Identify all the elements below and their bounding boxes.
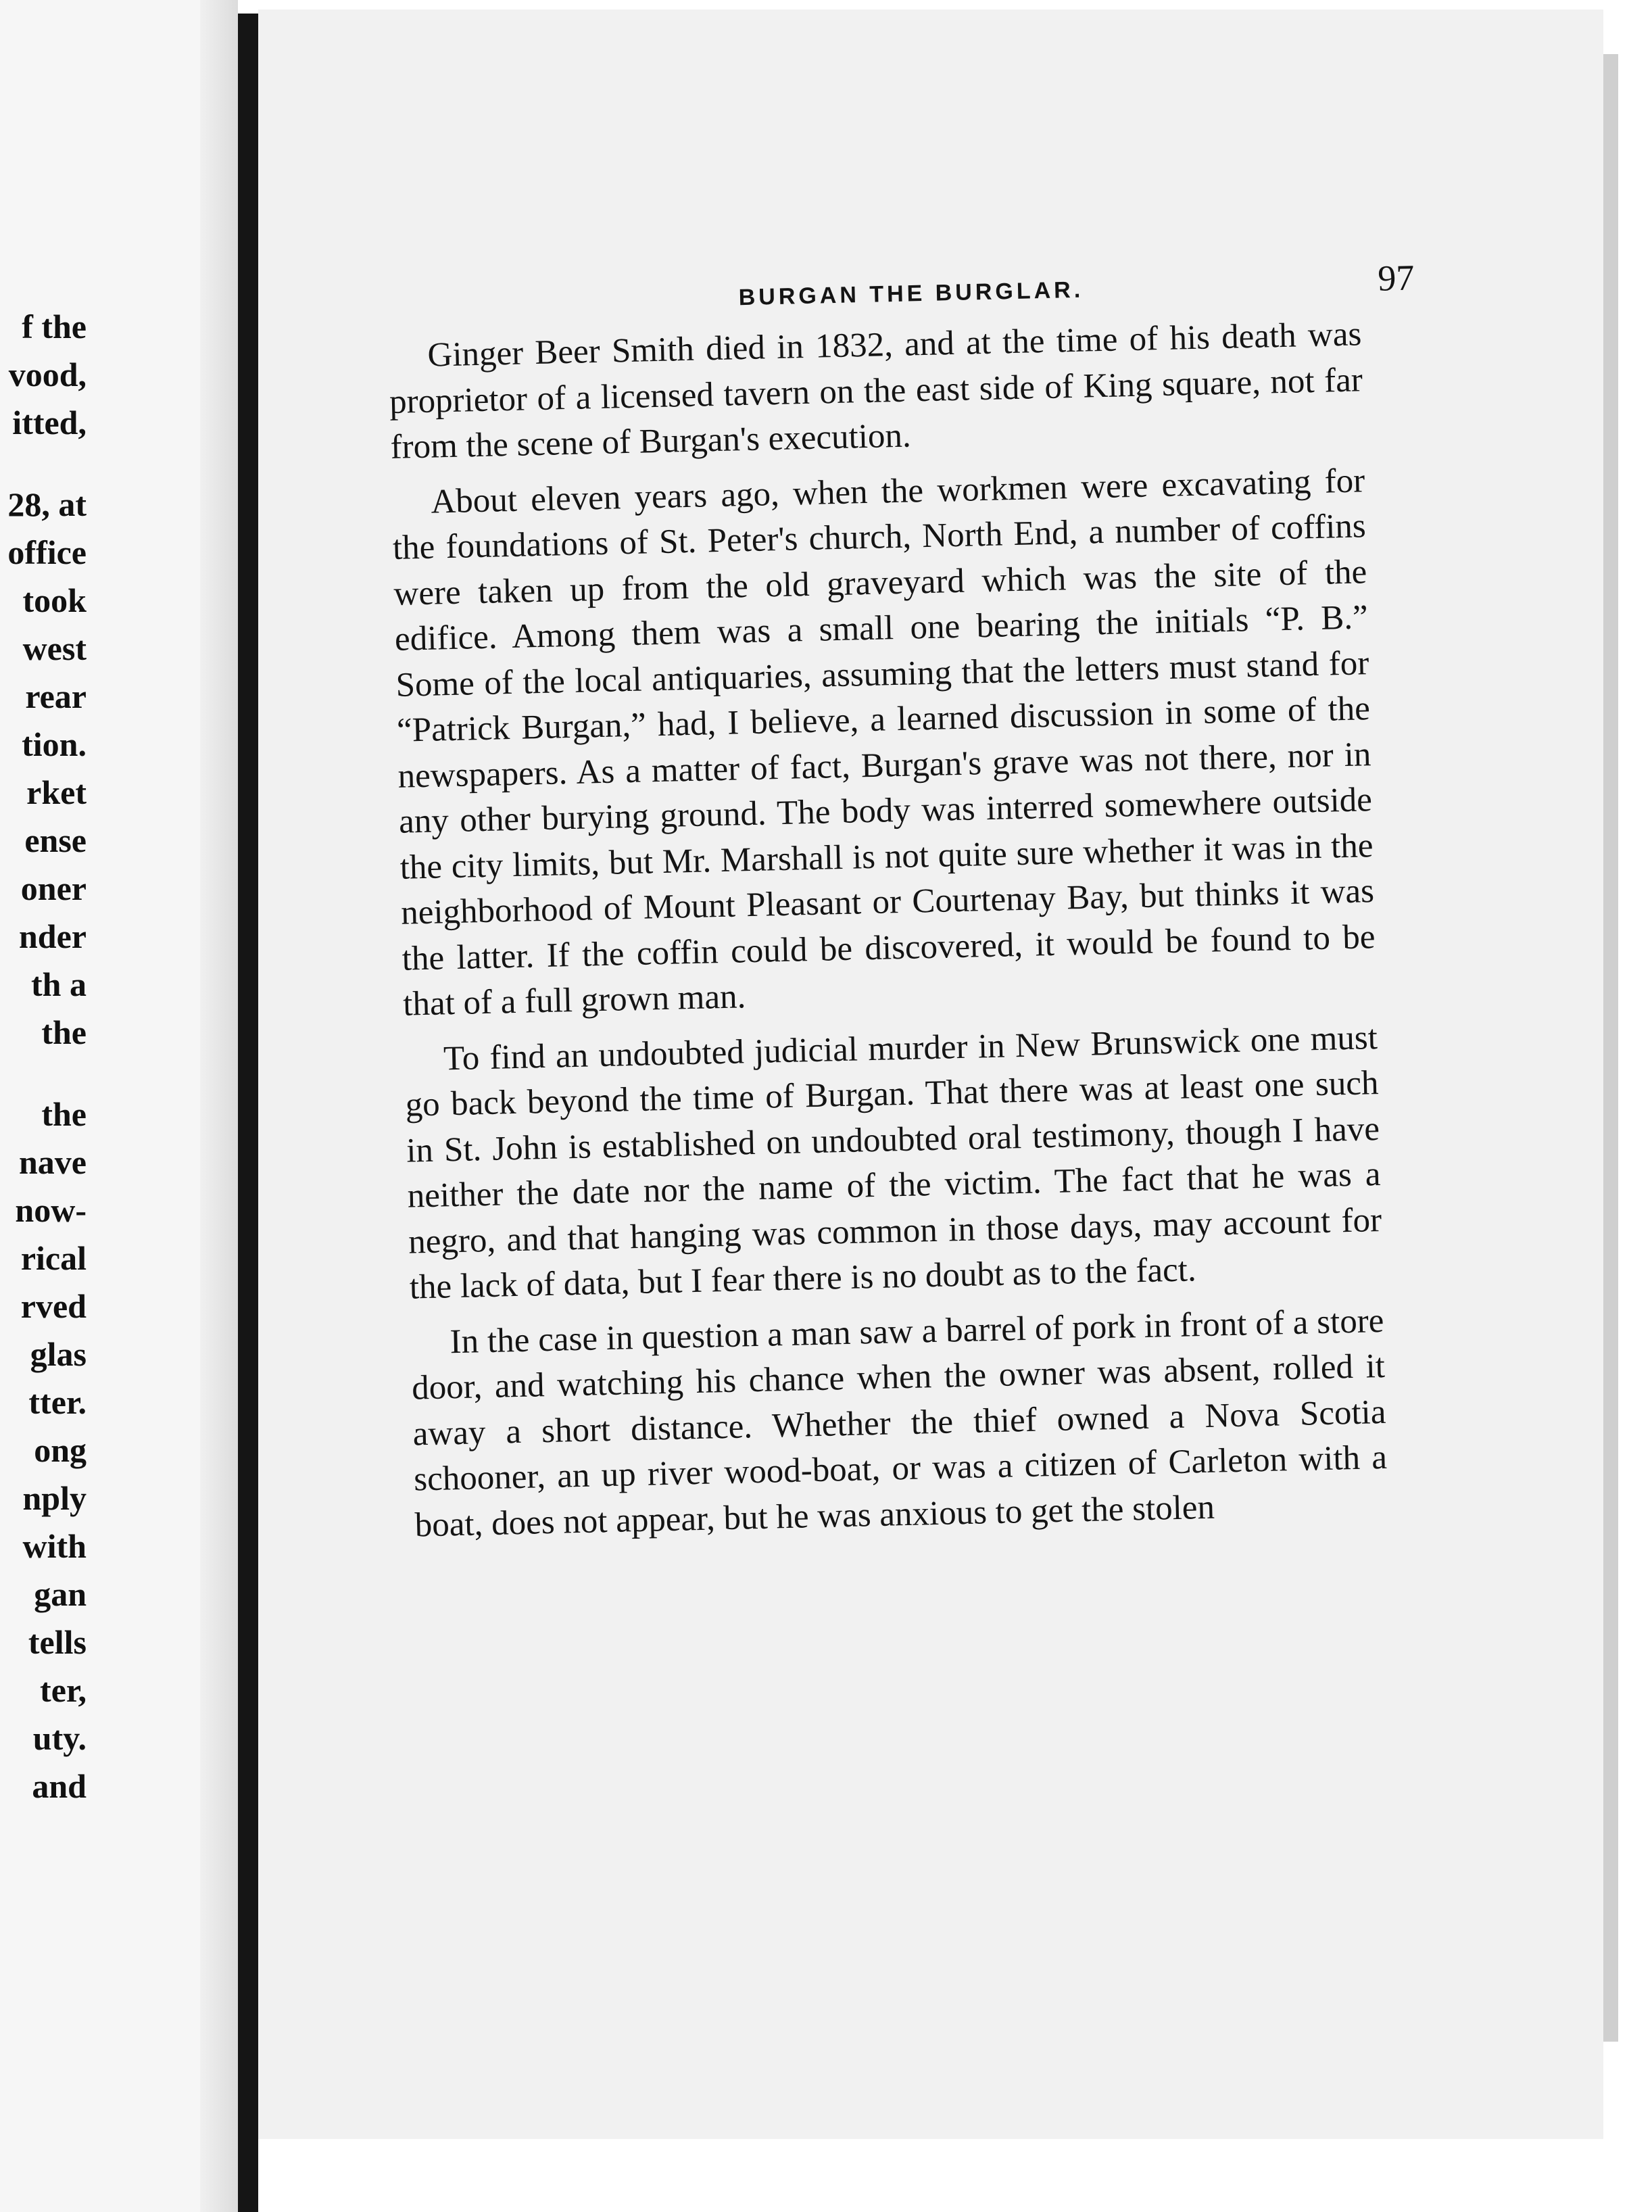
facing-page-fragment: nder (19, 917, 87, 955)
fragment-gap (0, 1057, 87, 1090)
facing-page-fragment: itted, (12, 404, 87, 441)
paragraph-1: Ginger Beer Smith died in 1832, and at the time of his death was proprietor of a licensed tavern on the east side of King square, not far from the scene of Burgan's execution. (389, 315, 1363, 466)
facing-page-fragment: tion. (22, 725, 87, 763)
paragraph-3: To find an undoubted judicial murder in New Brunswick one must go back beyond the time of Burgan. That there was at least one such in St. John is established on undoubted oral testimony, though I have neither the date nor the name of the victim. The fact that he was a negro, and that hanging was common in those days, may account for the lack of data, but I fear there is no doubt as to the fact. (405, 1018, 1382, 1307)
page-number: 97 (1377, 257, 1415, 299)
page-text-block (387, 257, 1415, 1558)
facing-page-fragment: tells (28, 1623, 87, 1661)
facing-page-fragment: the (41, 1095, 87, 1133)
facing-page-fragment: tter. (28, 1383, 87, 1421)
facing-page-fragment: th a (31, 965, 87, 1003)
facing-page-fragment: rear (25, 677, 87, 715)
facing-page-fragment: with (22, 1527, 87, 1565)
facing-page-fragment: nply (22, 1479, 87, 1517)
book-page (258, 9, 1603, 2139)
book-spine-gutter (238, 14, 258, 2212)
gutter-shadow (200, 0, 238, 2212)
facing-page-fragment: ter, (40, 1671, 87, 1709)
facing-page-fragment: rket (26, 773, 87, 811)
facing-page-fragment: rical (20, 1239, 87, 1277)
facing-page-fragment: west (22, 629, 87, 667)
facing-page-fragment: nave (19, 1143, 87, 1181)
facing-page-fragment: took (22, 581, 87, 619)
facing-page-fragment: 28, at (7, 485, 87, 523)
facing-page-fragment: uty. (32, 1719, 87, 1757)
facing-page-fragment: vood, (8, 356, 87, 393)
facing-page-fragment: f the (22, 308, 87, 345)
facing-page-left (0, 0, 200, 2212)
facing-page-fragment: ense (24, 821, 87, 859)
running-title: BURGAN THE BURGLAR. (738, 276, 1084, 311)
paragraph-2: About eleven years ago, when the workmen were excavating for the foundations of St. Peter's church, North End, a number of coffins were taken up from the old graveyard which was the site of the edifice. Among them was a small one bearing the initials “P. B.” Some of the local antiquaries, assuming that the letters must stand for “Patrick Burgan,” had, I believe, a learned discussion in some of the newspapers. As a matter of fact, Burgan's grave was not there, nor in any other burying ground. The body was interred somewhere outside the city limits, but Mr. Marshall is not quite sure whether it was in the neighborhood of Mount Pleasant or Courtenay Bay, but thinks it was the latter. If the coffin could be discovered, it would be found to be that of a full grown man. (392, 461, 1376, 1024)
facing-page-fragment: rved (20, 1287, 87, 1325)
facing-page-fragment: and (32, 1767, 87, 1805)
facing-page-text-fragments (0, 303, 87, 1810)
facing-page-fragment: oner (20, 869, 87, 907)
fragment-gap (0, 447, 87, 481)
facing-page-fragment: office (7, 533, 87, 571)
facing-page-fragment: now- (15, 1191, 87, 1229)
facing-page-fragment: the (41, 1013, 87, 1051)
facing-page-fragment: gan (34, 1575, 87, 1613)
facing-page-fragment: ong (34, 1431, 87, 1469)
page-edge-shadow (1603, 54, 1618, 2042)
facing-page-fragment: glas (30, 1335, 87, 1373)
paragraph-4: In the case in question a man saw a barrel of pork in front of a store door, and watching his chance when the owner was absent, rolled it away a short distance. Whether the thief owned a Nova Scotia schooner, an up river wood-boat, or was a citizen of Carleton with a boat, does not appear, but he was anxious to get the stolen (411, 1301, 1388, 1545)
